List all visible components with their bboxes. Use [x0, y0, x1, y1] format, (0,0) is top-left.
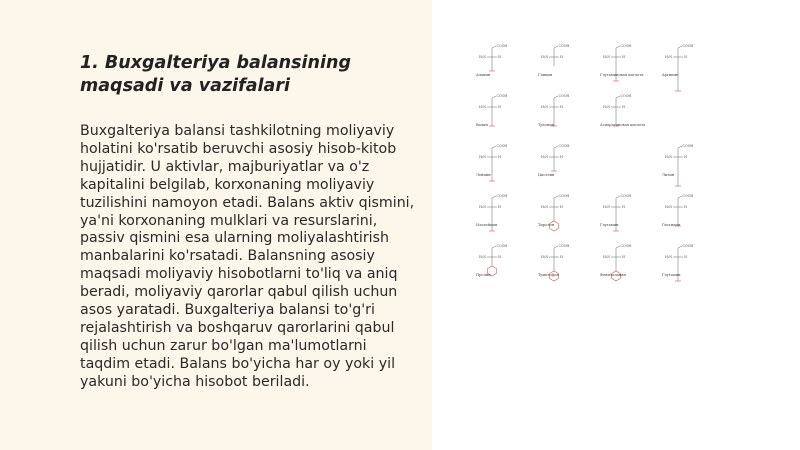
svg-text:H₂N: H₂N — [665, 205, 673, 209]
svg-text:H₂N: H₂N — [479, 255, 487, 259]
svg-text:H₂N: H₂N — [541, 55, 549, 59]
svg-text:H: H — [684, 255, 687, 259]
svg-text:COOH: COOH — [620, 244, 632, 248]
molecule-label: Глицин — [538, 73, 553, 77]
molecule-label: Триптофан — [538, 273, 559, 277]
svg-text:H₂N: H₂N — [541, 105, 549, 109]
svg-text:H: H — [622, 105, 625, 109]
molecule-structure — [476, 144, 507, 181]
molecule-label: Аргинин — [662, 73, 679, 77]
svg-text:H: H — [622, 55, 625, 59]
molecule-structure — [538, 194, 569, 231]
svg-text:COOH: COOH — [496, 194, 508, 198]
molecule-label: Гистидин — [662, 223, 681, 227]
slide-title: 1. Buxgalteriya balansining maqsadi va vazifalari — [80, 53, 351, 96]
svg-text:H₂N: H₂N — [603, 205, 611, 209]
molecule-label: Изолейцин — [476, 223, 498, 227]
svg-text:COOH: COOH — [496, 94, 508, 98]
svg-text:COOH: COOH — [620, 94, 632, 98]
svg-text:H: H — [684, 155, 687, 159]
molecule-structure — [476, 194, 507, 231]
svg-text:H: H — [560, 55, 563, 59]
svg-text:H₂N: H₂N — [665, 55, 673, 59]
svg-text:H₂N: H₂N — [479, 55, 487, 59]
molecule-label: Цистеин — [538, 173, 555, 177]
molecule-structure — [662, 44, 693, 91]
svg-text:H: H — [622, 205, 625, 209]
svg-text:H: H — [684, 205, 687, 209]
svg-text:H₂N: H₂N — [541, 205, 549, 209]
molecule-label: Глутамин — [600, 223, 619, 227]
svg-text:COOH: COOH — [620, 44, 632, 48]
amino-acid-structures-image — [470, 40, 720, 295]
svg-text:H: H — [560, 105, 563, 109]
svg-text:COOH: COOH — [682, 144, 694, 148]
svg-text:COOH: COOH — [558, 244, 570, 248]
svg-text:H: H — [622, 255, 625, 259]
molecule-label: Аланин — [476, 73, 491, 77]
svg-text:H: H — [560, 255, 563, 259]
svg-text:COOH: COOH — [496, 44, 508, 48]
molecule-label: Тирозин — [538, 223, 555, 227]
molecule-structure — [662, 194, 693, 227]
molecule-structure — [476, 244, 507, 277]
svg-text:COOH: COOH — [558, 94, 570, 98]
svg-text:H₂N: H₂N — [665, 155, 673, 159]
molecule-structure — [538, 44, 569, 77]
molecule-structure — [538, 244, 569, 281]
svg-text:H₂N: H₂N — [479, 105, 487, 109]
molecule-structure — [476, 94, 507, 127]
molecule-label: Валин — [476, 123, 488, 127]
molecule-label: Глутамин — [662, 273, 681, 277]
svg-text:H₂N: H₂N — [479, 205, 487, 209]
molecule-label: Треонин — [538, 123, 555, 127]
molecule-structure — [600, 194, 631, 231]
molecule-label: Лейцин — [476, 173, 491, 177]
svg-text:H: H — [498, 255, 501, 259]
svg-text:H: H — [684, 55, 687, 59]
svg-text:H: H — [498, 105, 501, 109]
molecule-structure — [600, 44, 644, 81]
svg-text:H: H — [498, 205, 501, 209]
amino-acid-structures-svg — [470, 40, 720, 295]
molecule-structure — [600, 94, 646, 127]
svg-text:H: H — [560, 155, 563, 159]
molecule-structure — [476, 44, 507, 77]
molecule-label: Фенилаланин — [600, 273, 626, 277]
molecule-structure — [662, 244, 693, 281]
svg-text:H₂N: H₂N — [603, 255, 611, 259]
svg-text:COOH: COOH — [496, 244, 508, 248]
slide-body-text: Buxgalteriya balansi tashkilotning moliyaviy holatini ko'rsatib beruvchi asosiy hisob-kitob hujjatidir. U aktivlar, majburiyatlar va o'z kapitalini belgilab, korxonaning moliyaviy tuzilishini namoyon etadi. Balans aktiv qismini, ya'ni korxonaning mulklari va resurslarini, passiv qismini esa ularning moliyalashtirish manbalarini ko'rsatadi. Balansning asosiy maqsadi moliyaviy hisobotlarni to'liq va aniq beradi, moliyaviy qarorlar qabul qilish uchun asos yaratadi. Buxgalteriya balansi to'g'ri rejalashtirish va boshqaruv qarorlarini qabul qilish uchun zarur bo'lgan ma'lumotlarni taqdim etadi. Balans bo'yicha har oy yoki yil yakuni bo'yicha hisobot beriladi. — [80, 123, 415, 390]
svg-text:H₂N: H₂N — [603, 105, 611, 109]
molecule-label: Аспарагиновая кислота — [600, 123, 646, 127]
molecule-label: Лизин — [662, 173, 675, 177]
svg-text:H: H — [560, 205, 563, 209]
svg-text:COOH: COOH — [682, 44, 694, 48]
svg-text:COOH: COOH — [558, 194, 570, 198]
molecule-structure — [662, 144, 693, 186]
svg-text:COOH: COOH — [682, 194, 694, 198]
svg-text:H: H — [498, 155, 501, 159]
molecule-structure — [600, 244, 631, 281]
svg-text:H: H — [498, 55, 501, 59]
svg-text:H₂N: H₂N — [603, 55, 611, 59]
svg-text:H₂N: H₂N — [479, 155, 487, 159]
molecule-label: Пролин — [476, 273, 491, 277]
svg-text:COOH: COOH — [558, 44, 570, 48]
svg-text:COOH: COOH — [682, 244, 694, 248]
molecule-structure — [538, 144, 569, 177]
svg-text:COOH: COOH — [620, 194, 632, 198]
molecule-label: Глутаминовая кислота — [600, 73, 644, 77]
svg-text:COOH: COOH — [496, 144, 508, 148]
svg-text:H₂N: H₂N — [541, 255, 549, 259]
svg-text:H₂N: H₂N — [665, 255, 673, 259]
svg-text:H₂N: H₂N — [541, 155, 549, 159]
svg-text:COOH: COOH — [558, 144, 570, 148]
molecule-structure — [538, 94, 569, 127]
